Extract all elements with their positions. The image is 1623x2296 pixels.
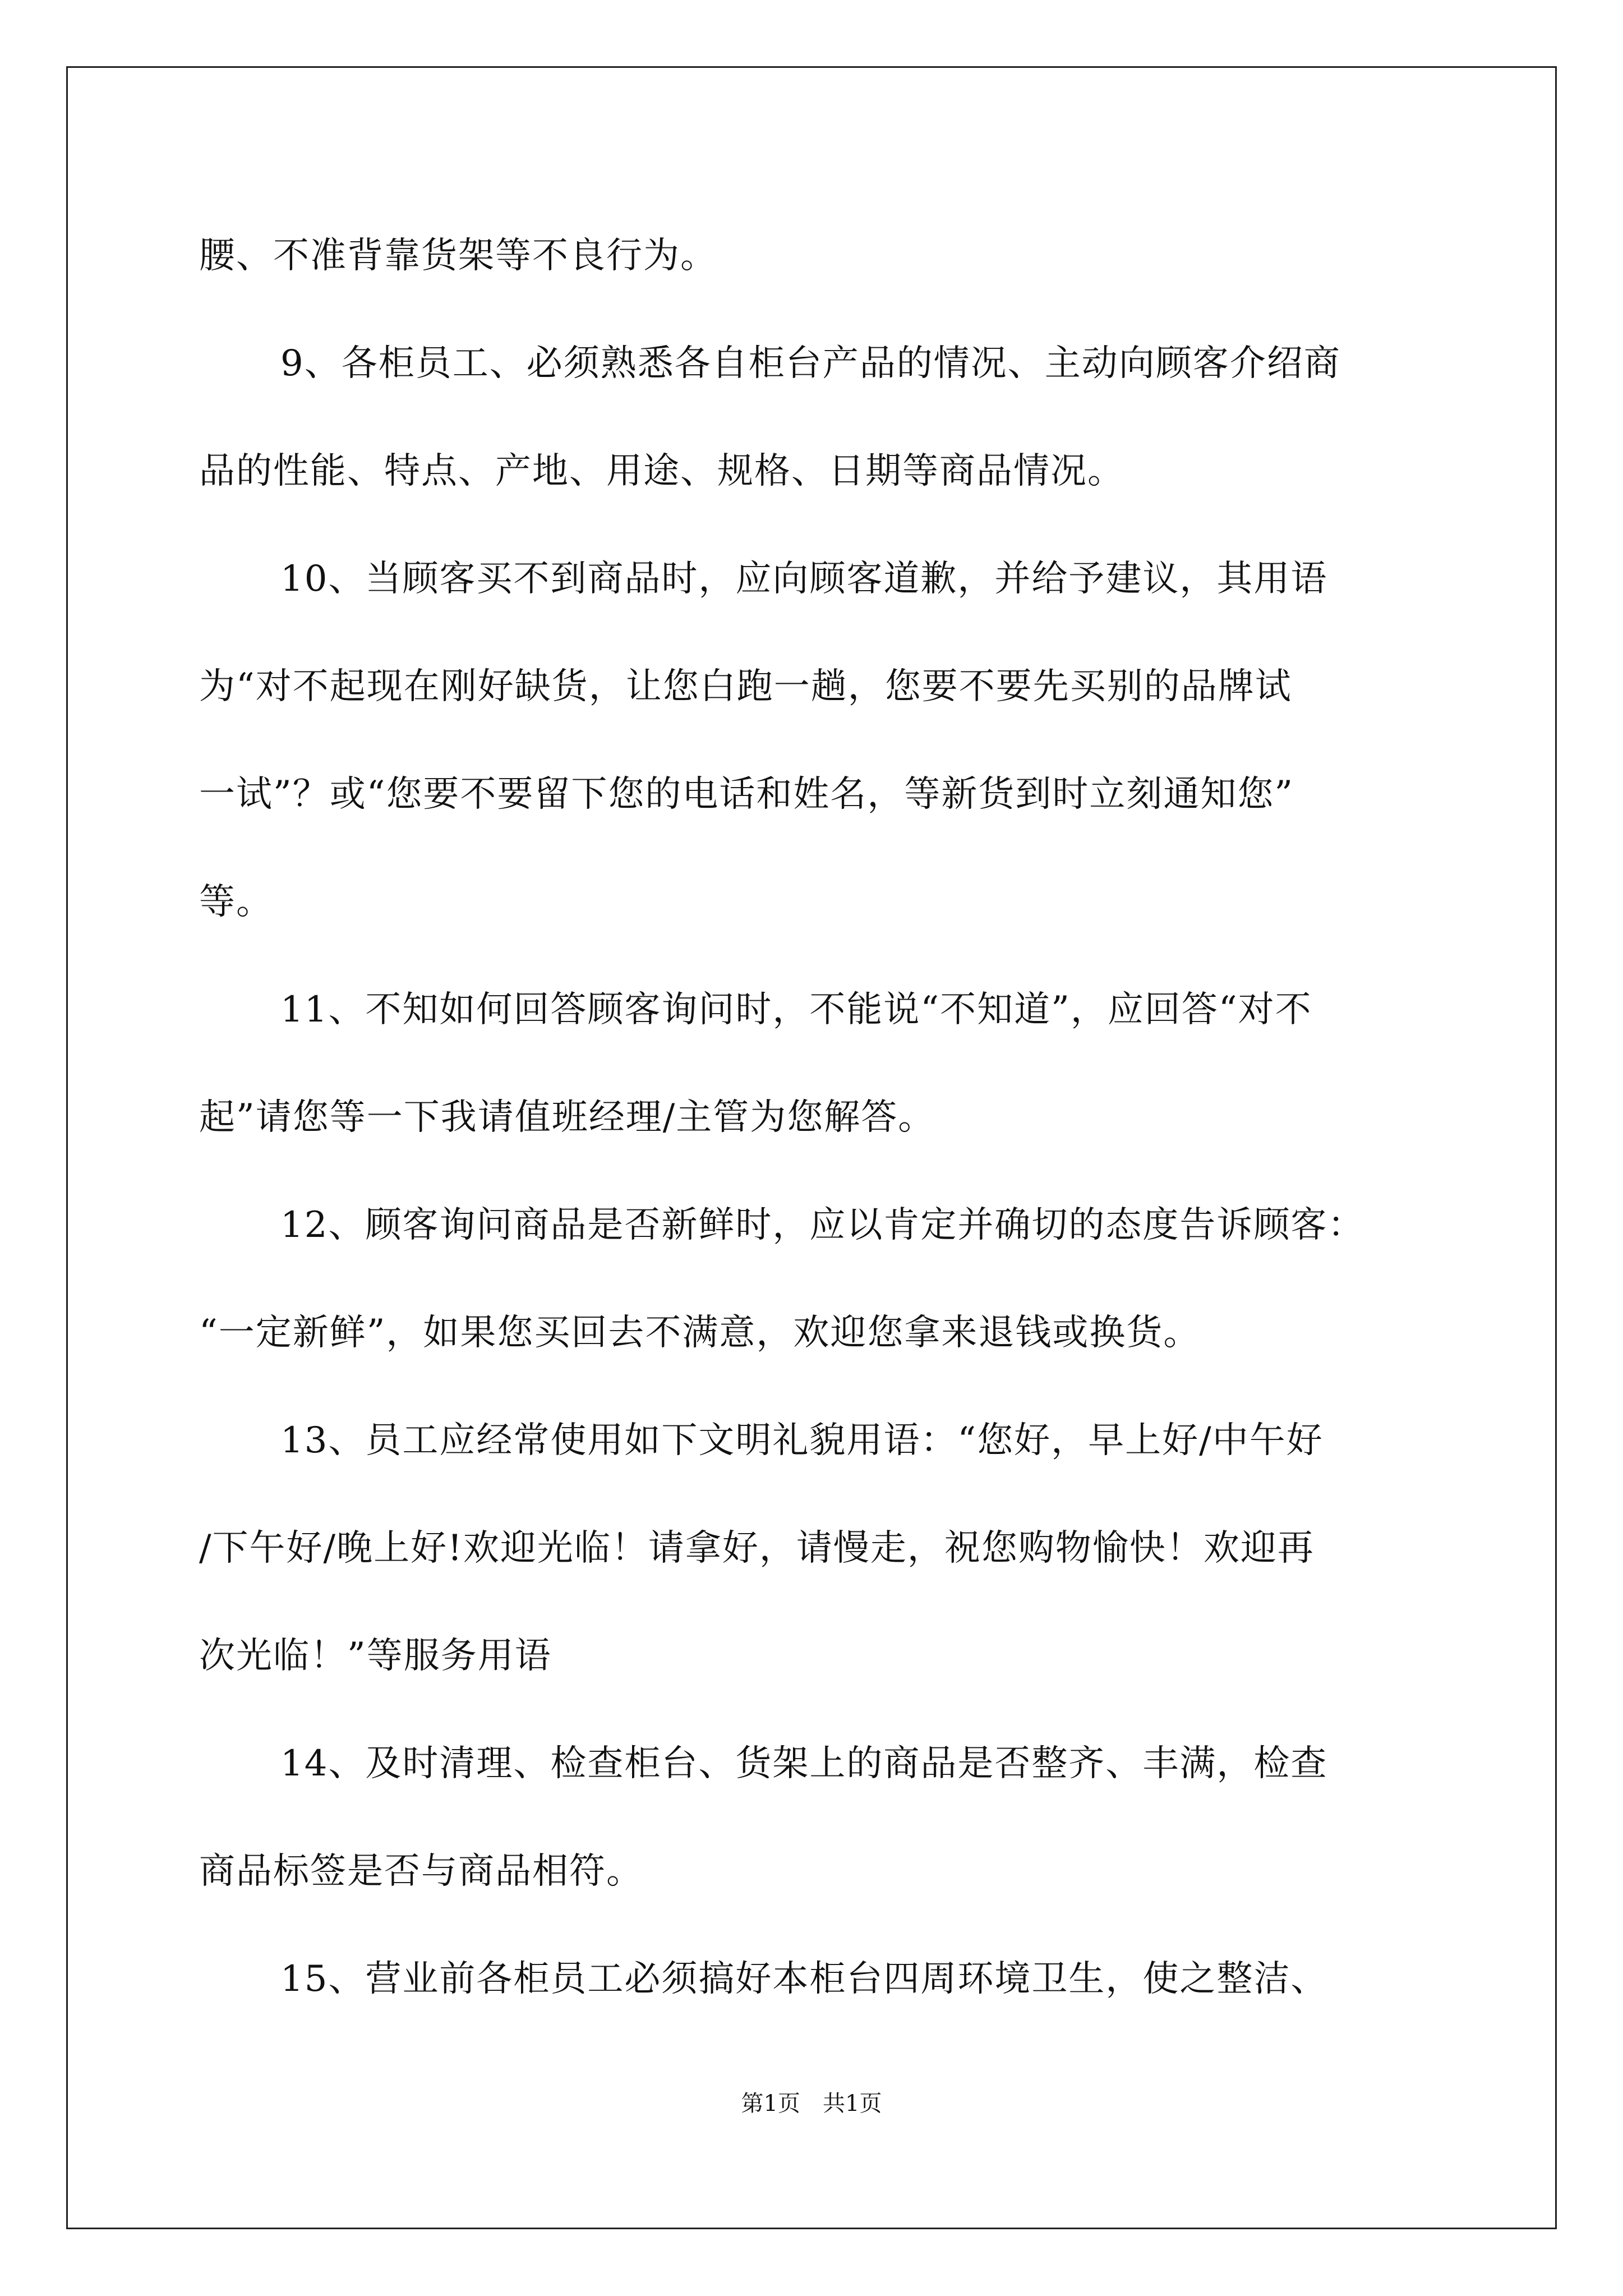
text-line: 14、及时清理、检查柜台、货架上的商品是否整齐、丰满，检查	[280, 1743, 1328, 1784]
page-number: 第1页 共1页	[741, 2091, 882, 2116]
text-line: 品的性能、特点、产地、用途、规格、日期等商品情况。	[199, 450, 1124, 492]
document-body	[199, 202, 1430, 2033]
text-line: 商品标签是否与商品相符。	[199, 1851, 643, 1892]
text-line: 等。	[199, 881, 273, 923]
text-line: 15、营业前各柜员工必须搞好本柜台四周环境卫生，使之整洁、	[280, 1958, 1328, 2000]
text-line: 13、员工应经常使用如下文明礼貌用语：“您好，早上好/中午好	[280, 1420, 1324, 1461]
text-line: 11、不知如何回答顾客询问时，不能说“不知道”，应回答“对不	[280, 989, 1312, 1030]
text-line: 一试”？或“您要不要留下您的电话和姓名，等新货到时立刻通知您”	[199, 774, 1294, 815]
text-line: 12、顾客询问商品是否新鲜时，应以肯定并确切的态度告诉顾客：	[280, 1204, 1365, 1246]
text-line: “一定新鲜”，如果您买回去不满意，欢迎您拿来退钱或换货。	[199, 1312, 1201, 1354]
text-line: 9、各柜员工、必须熟悉各自柜台产品的情况、主动向顾客介绍商	[280, 343, 1341, 384]
text-line: 为“对不起现在刚好缺货，让您白跑一趟，您要不要先买别的品牌试	[199, 666, 1292, 707]
text-line: 次光临！”等服务用语	[199, 1635, 552, 1677]
text-line: 起”请您等一下我请值班经理/主管为您解答。	[199, 1097, 935, 1138]
text-line: /下午好/晚上好!欢迎光临！请拿好，请慢走，祝您购物愉快！欢迎再	[199, 1527, 1315, 1569]
text-line: 10、当顾客买不到商品时，应向顾客道歉，并给予建议，其用语	[280, 558, 1328, 600]
text-line: 腰、不准背靠货架等不良行为。	[199, 235, 717, 277]
